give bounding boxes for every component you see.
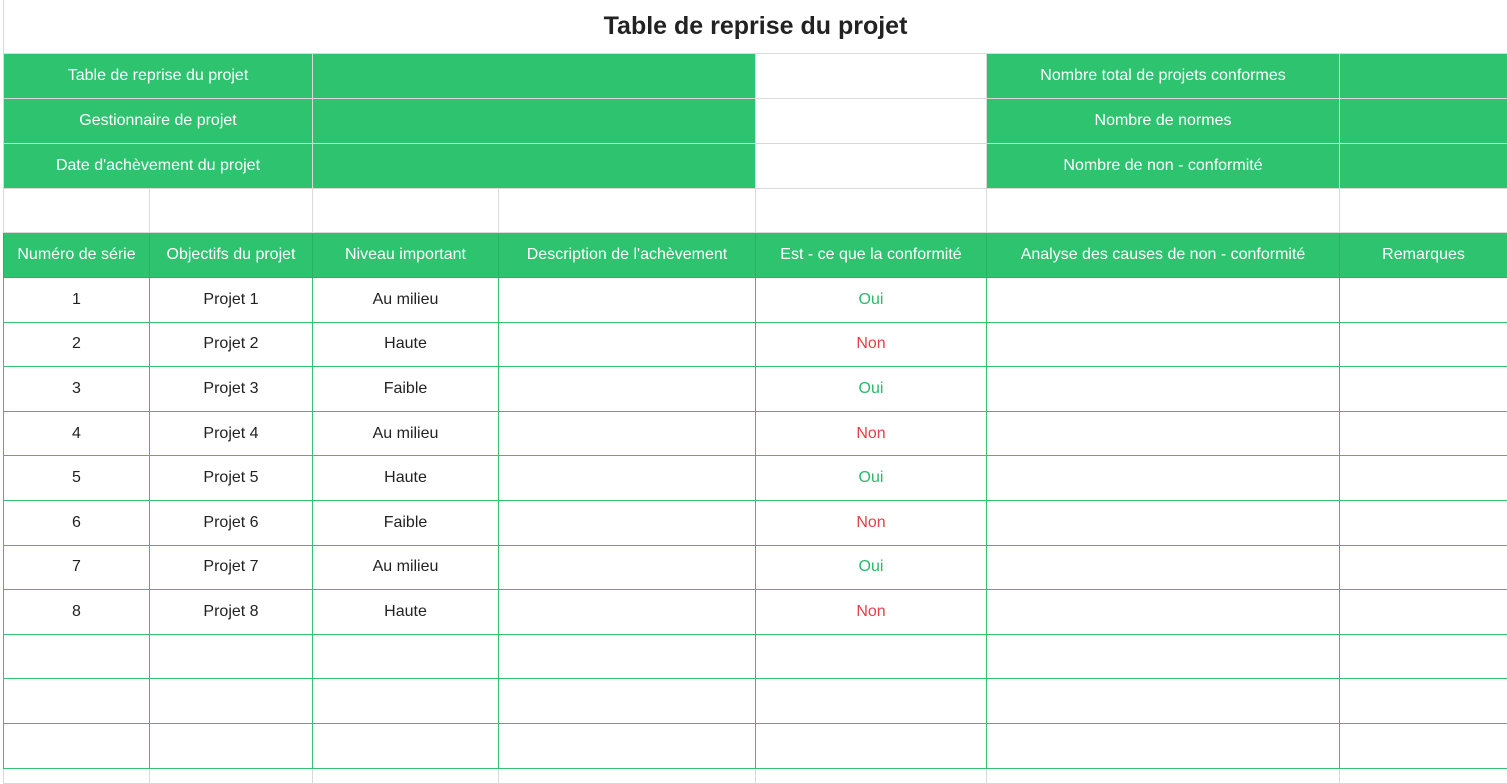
conformity-cell[interactable]: Oui bbox=[756, 367, 987, 412]
description-cell[interactable] bbox=[499, 590, 756, 635]
remarks-cell[interactable] bbox=[1340, 367, 1507, 412]
project-cell[interactable]: Projet 6 bbox=[150, 500, 313, 545]
serial-number-cell[interactable]: 8 bbox=[4, 590, 150, 635]
empty-cell[interactable] bbox=[4, 189, 150, 233]
remarks-cell[interactable] bbox=[1340, 411, 1507, 456]
empty-cell[interactable] bbox=[150, 768, 313, 783]
empty-cell[interactable] bbox=[499, 679, 756, 724]
level-cell[interactable]: Haute bbox=[313, 322, 499, 367]
empty-cell[interactable] bbox=[756, 723, 987, 768]
column-header-conformity: Est - ce que la conformité bbox=[756, 233, 987, 278]
info-value-nonconformity-count[interactable] bbox=[1340, 144, 1507, 189]
empty-cell[interactable] bbox=[313, 768, 499, 783]
table-row bbox=[4, 590, 1507, 635]
description-cell[interactable] bbox=[499, 545, 756, 590]
serial-number-cell[interactable]: 1 bbox=[4, 278, 150, 323]
conformity-cell[interactable]: Non bbox=[756, 411, 987, 456]
table-row bbox=[4, 278, 1507, 323]
remarks-cell[interactable] bbox=[1340, 500, 1507, 545]
cause-analysis-cell[interactable] bbox=[987, 322, 1340, 367]
project-cell[interactable]: Projet 3 bbox=[150, 367, 313, 412]
project-cell[interactable]: Projet 7 bbox=[150, 545, 313, 590]
empty-cell[interactable] bbox=[4, 723, 150, 768]
empty-cell[interactable] bbox=[4, 634, 150, 679]
project-cell[interactable]: Projet 5 bbox=[150, 456, 313, 501]
empty-cell[interactable] bbox=[313, 634, 499, 679]
column-header-cause-analysis: Analyse des causes de non - conformité bbox=[987, 233, 1340, 278]
empty-cell[interactable] bbox=[987, 723, 1340, 768]
remarks-cell[interactable] bbox=[1340, 322, 1507, 367]
empty-cell[interactable] bbox=[987, 679, 1340, 724]
project-cell[interactable]: Projet 8 bbox=[150, 590, 313, 635]
description-cell[interactable] bbox=[499, 456, 756, 501]
info-value-manager[interactable] bbox=[313, 99, 756, 144]
description-cell[interactable] bbox=[499, 322, 756, 367]
info-label-project-table: Table de reprise du projet bbox=[4, 54, 313, 99]
table-row bbox=[4, 634, 1507, 679]
info-label-total-conform: Nombre total de projets conformes bbox=[987, 54, 1340, 99]
description-cell[interactable] bbox=[499, 367, 756, 412]
column-header-project-objectives: Objectifs du projet bbox=[150, 233, 313, 278]
empty-cell[interactable] bbox=[987, 634, 1340, 679]
column-header-remarks: Remarques bbox=[1340, 233, 1507, 278]
info-value-total-conform[interactable] bbox=[1340, 54, 1507, 99]
remarks-cell[interactable] bbox=[1340, 278, 1507, 323]
table-row bbox=[4, 456, 1507, 501]
spreadsheet bbox=[3, 0, 1507, 783]
info-blank-cell[interactable] bbox=[756, 144, 987, 189]
empty-cell[interactable] bbox=[756, 189, 987, 233]
serial-number-cell[interactable]: 5 bbox=[4, 456, 150, 501]
info-label-standards-count: Nombre de normes bbox=[987, 99, 1340, 144]
empty-cell[interactable] bbox=[150, 679, 313, 724]
level-cell[interactable]: Au milieu bbox=[313, 278, 499, 323]
project-cell[interactable]: Projet 4 bbox=[150, 411, 313, 456]
empty-cell[interactable] bbox=[313, 189, 499, 233]
column-header-completion-description: Description de l'achèvement bbox=[499, 233, 756, 278]
info-label-manager: Gestionnaire de projet bbox=[4, 99, 313, 144]
empty-cell[interactable] bbox=[756, 634, 987, 679]
cause-analysis-cell[interactable] bbox=[987, 545, 1340, 590]
table-row bbox=[4, 768, 1507, 783]
empty-cell[interactable] bbox=[150, 634, 313, 679]
info-blank-cell[interactable] bbox=[756, 99, 987, 144]
column-header-importance-level: Niveau important bbox=[313, 233, 499, 278]
conformity-cell[interactable]: Oui bbox=[756, 456, 987, 501]
column-header-serial-number: Numéro de série bbox=[4, 233, 150, 278]
empty-cell[interactable] bbox=[313, 679, 499, 724]
remarks-cell[interactable] bbox=[1340, 456, 1507, 501]
conformity-cell[interactable]: Non bbox=[756, 500, 987, 545]
empty-cell[interactable] bbox=[4, 679, 150, 724]
project-cell[interactable]: Projet 1 bbox=[150, 278, 313, 323]
cause-analysis-cell[interactable] bbox=[987, 590, 1340, 635]
empty-cell[interactable] bbox=[150, 189, 313, 233]
info-label-completion-date: Date d'achèvement du projet bbox=[4, 144, 313, 189]
table-row bbox=[4, 545, 1507, 590]
empty-cell[interactable] bbox=[1340, 723, 1507, 768]
cause-analysis-cell[interactable] bbox=[987, 367, 1340, 412]
empty-cell[interactable] bbox=[987, 768, 1340, 783]
empty-cell[interactable] bbox=[1340, 189, 1507, 233]
conformity-cell[interactable]: Non bbox=[756, 590, 987, 635]
remarks-cell[interactable] bbox=[1340, 590, 1507, 635]
empty-cell[interactable] bbox=[499, 768, 756, 783]
table-row bbox=[4, 411, 1507, 456]
level-cell[interactable]: Faible bbox=[313, 500, 499, 545]
cause-analysis-cell[interactable] bbox=[987, 411, 1340, 456]
empty-cell[interactable] bbox=[150, 723, 313, 768]
table-row bbox=[4, 679, 1507, 724]
level-cell[interactable]: Au milieu bbox=[313, 545, 499, 590]
empty-cell[interactable] bbox=[1340, 768, 1507, 783]
conformity-cell[interactable]: Oui bbox=[756, 278, 987, 323]
info-value-completion-date[interactable] bbox=[313, 144, 756, 189]
info-value-standards-count[interactable] bbox=[1340, 99, 1507, 144]
serial-number-cell[interactable]: 2 bbox=[4, 322, 150, 367]
level-cell[interactable]: Faible bbox=[313, 367, 499, 412]
cause-analysis-cell[interactable] bbox=[987, 278, 1340, 323]
info-label-nonconformity-count: Nombre de non - conformité bbox=[987, 144, 1340, 189]
empty-cell[interactable] bbox=[1340, 679, 1507, 724]
empty-cell[interactable] bbox=[499, 634, 756, 679]
description-cell[interactable] bbox=[499, 411, 756, 456]
conformity-cell[interactable]: Non bbox=[756, 322, 987, 367]
empty-cell[interactable] bbox=[987, 189, 1340, 233]
project-table bbox=[3, 0, 1507, 784]
empty-cell[interactable] bbox=[313, 723, 499, 768]
level-cell[interactable]: Haute bbox=[313, 590, 499, 635]
description-cell[interactable] bbox=[499, 500, 756, 545]
level-cell[interactable]: Au milieu bbox=[313, 411, 499, 456]
cause-analysis-cell[interactable] bbox=[987, 456, 1340, 501]
serial-number-cell[interactable]: 4 bbox=[4, 411, 150, 456]
empty-cell[interactable] bbox=[4, 768, 150, 783]
description-cell[interactable] bbox=[499, 278, 756, 323]
page-title: Table de reprise du projet bbox=[4, 0, 1507, 54]
empty-cell[interactable] bbox=[499, 189, 756, 233]
empty-cell[interactable] bbox=[756, 679, 987, 724]
info-blank-cell[interactable] bbox=[756, 54, 987, 99]
empty-cell[interactable] bbox=[756, 768, 987, 783]
conformity-cell[interactable]: Oui bbox=[756, 545, 987, 590]
table-row bbox=[4, 500, 1507, 545]
table-row bbox=[4, 367, 1507, 412]
serial-number-cell[interactable]: 6 bbox=[4, 500, 150, 545]
serial-number-cell[interactable]: 3 bbox=[4, 367, 150, 412]
level-cell[interactable]: Haute bbox=[313, 456, 499, 501]
empty-cell[interactable] bbox=[1340, 634, 1507, 679]
table-row bbox=[4, 723, 1507, 768]
info-value-project-table[interactable] bbox=[313, 54, 756, 99]
project-cell[interactable]: Projet 2 bbox=[150, 322, 313, 367]
empty-cell[interactable] bbox=[499, 723, 756, 768]
remarks-cell[interactable] bbox=[1340, 545, 1507, 590]
serial-number-cell[interactable]: 7 bbox=[4, 545, 150, 590]
cause-analysis-cell[interactable] bbox=[987, 500, 1340, 545]
table-row bbox=[4, 322, 1507, 367]
